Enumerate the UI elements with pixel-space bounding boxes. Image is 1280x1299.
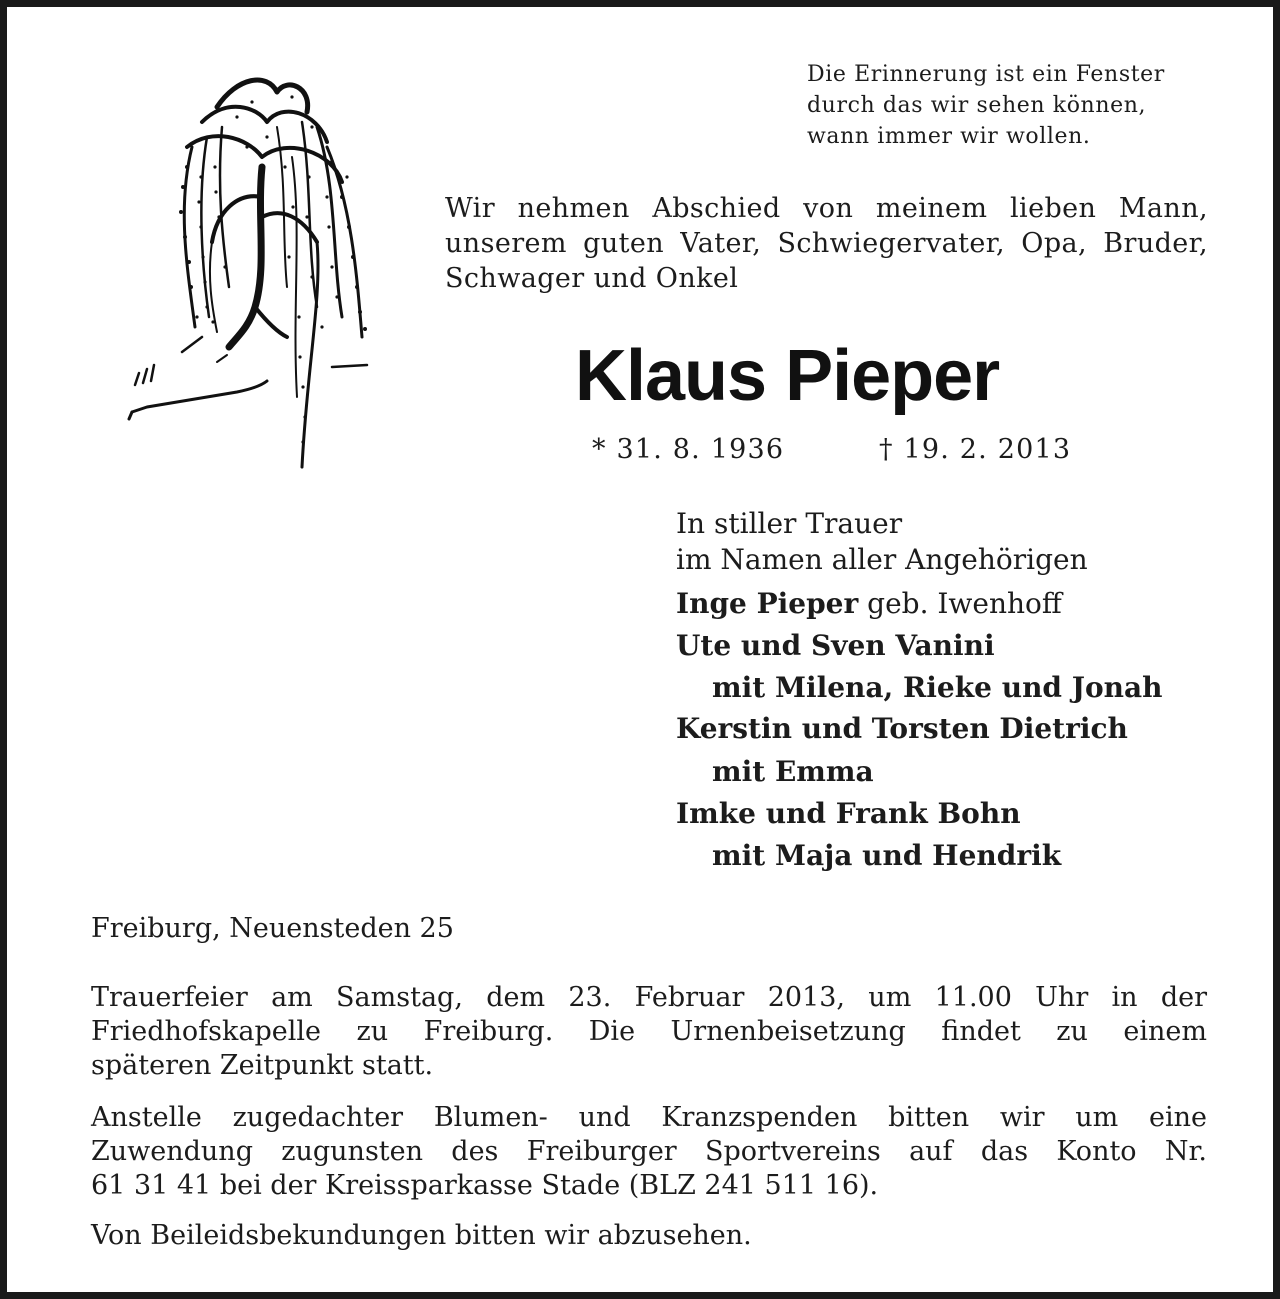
- farewell-text: [445, 191, 1208, 296]
- quote-line: durch das wir sehen können,: [807, 93, 1147, 118]
- ceremony-line: Trauerfeier am Samstag, dem 23. Februar 2013, um 11.00 Uhr in der: [91, 982, 1207, 1013]
- farewell-line: Wir nehmen Abschied von meinem lieben Mann,: [445, 193, 1208, 224]
- farewell-line: Schwager und Onkel: [445, 263, 739, 294]
- birth-date: * 31. 8. 1936: [592, 434, 785, 465]
- memorial-quote: [807, 59, 1227, 152]
- farewell-line: unserem guten Vater, Schwiegervater, Opa, Bruder,: [445, 228, 1208, 259]
- quote-line: wann immer wir wollen.: [807, 124, 1091, 149]
- family-entry: Imke und Frank Bohn: [676, 797, 1021, 830]
- ceremony-line: Friedhofskapelle zu Freiburg. Die Urnenbeisetzung findet zu einem: [91, 1016, 1207, 1047]
- family-entry: Kerstin und Torsten Dietrich: [676, 712, 1128, 745]
- mourners-intro: In stiller Trauer: [676, 507, 903, 540]
- ceremony-line: späteren Zeitpunkt statt.: [91, 1050, 434, 1081]
- mourners-intro: im Namen aller Angehörigen: [676, 543, 1088, 576]
- family-entry: Ute und Sven Vanini: [676, 629, 995, 662]
- donation-line: 61 31 41 bei der Kreissparkasse Stade (BLZ 241 511 16).: [91, 1170, 879, 1201]
- weeping-willow-icon: [117, 67, 387, 477]
- widow-entry: [676, 587, 1062, 620]
- family-children: mit Maja und Hendrik: [712, 839, 1062, 872]
- donation-paragraph: [91, 1101, 1207, 1203]
- closing-note: [91, 1219, 1207, 1253]
- donation-line: Zuwendung zugunsten des Freiburger Sportvereins auf das Konto Nr.: [91, 1136, 1207, 1167]
- widow-name: Inge Pieper: [676, 587, 859, 620]
- widow-maiden-name: geb. Iwenhoff: [858, 587, 1062, 620]
- death-date: † 19. 2. 2013: [879, 434, 1072, 465]
- donation-line: Anstelle zugedachter Blumen- und Kranzspenden bitten wir um eine: [91, 1102, 1207, 1133]
- ceremony-paragraph: [91, 981, 1207, 1083]
- family-children: mit Emma: [712, 755, 874, 788]
- quote-line: Die Erinnerung ist ein Fenster: [807, 62, 1165, 87]
- closing-line: Von Beileidsbekundungen bitten wir abzusehen.: [91, 1220, 752, 1251]
- family-children: mit Milena, Rieke und Jonah: [712, 671, 1163, 704]
- address: Freiburg, Neuensteden 25: [91, 913, 454, 944]
- deceased-name: Klaus Pieper: [575, 336, 1000, 416]
